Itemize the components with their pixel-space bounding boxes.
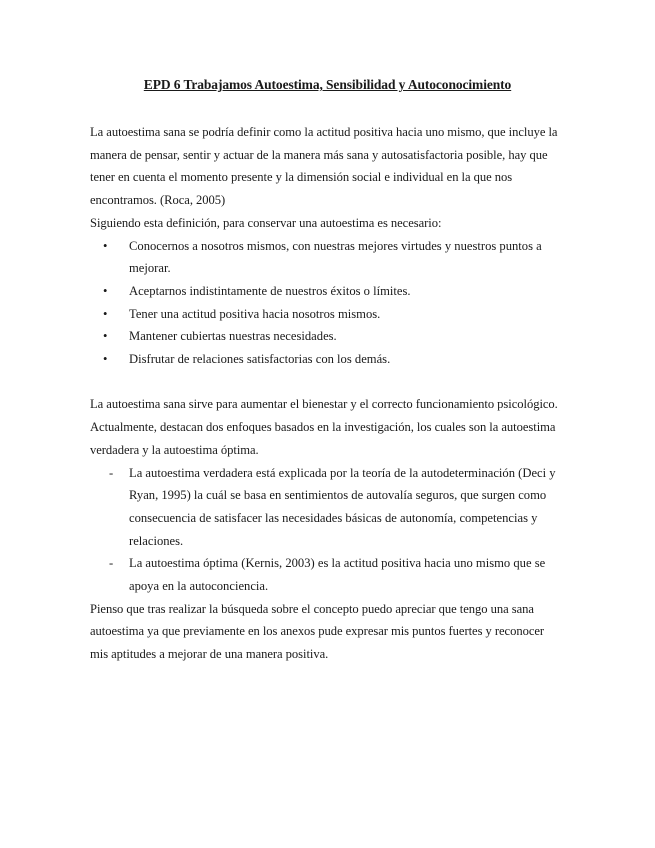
dash-text: La autoestima verdadera está explicada por la teoría de la autodeterminación (Deci y Ryan, 1995) la cuál se basa en sentimientos de autovalía seguros, que surgen como consecuencia de satisfacer las necesidades básicas de autonomía, competencias y relaciones.	[129, 465, 556, 548]
bullet-marker: •	[103, 238, 108, 253]
paragraph-definition: La autoestima sana se podría definir como la actitud positiva hacia uno mismo, que incluye la manera de pensar, sentir y actuar de la manera más sana y autosatisfactoria posible, hay que tener en cuenta el momento presente y la dimensión social e individual en la que nos encontramos. (Roca, 2005)	[90, 125, 558, 208]
bullet-item	[90, 235, 565, 280]
dash-item	[90, 552, 565, 597]
paragraph-approaches: Actualmente, destacan dos enfoques basados en la investigación, los cuales son la autoestima verdadera y la autoestima óptima.	[90, 420, 556, 457]
bullet-marker: •	[103, 306, 108, 321]
bullet-item	[90, 303, 565, 326]
bullet-text: Tener una actitud positiva hacia nosotros mismos.	[129, 306, 381, 321]
dash-marker: -	[109, 465, 114, 480]
paragraph-benefits: La autoestima sana sirve para aumentar el bienestar y el correcto funcionamiento psicológico.	[90, 397, 558, 412]
dash-item	[90, 462, 565, 553]
dash-marker: -	[109, 556, 114, 571]
bullet-item	[90, 348, 565, 371]
dash-text: La autoestima óptima (Kernis, 2003) es la actitud positiva hacia uno mismo que se apoya en la autoconciencia.	[129, 556, 546, 594]
bullet-text: Aceptarnos indistintamente de nuestros éxitos o límites.	[129, 283, 411, 298]
bullet-marker: •	[103, 329, 108, 344]
dash-list	[90, 462, 565, 598]
document-title: EPD 6 Trabajamos Autoestima, Sensibilidad y Autoconocimiento	[143, 77, 512, 92]
bullet-marker: •	[103, 352, 108, 367]
bullet-text: Mantener cubiertas nuestras necesidades.	[129, 329, 337, 344]
bullet-text: Conocernos a nosotros mismos, con nuestras mejores virtudes y nuestros puntos a mejorar.	[129, 238, 542, 276]
paragraph-intro-list: Siguiendo esta definición, para conservar una autoestima es necesario:	[90, 215, 442, 230]
bullet-item	[90, 325, 565, 348]
paragraph-conclusion: Pienso que tras realizar la búsqueda sobre el concepto puedo apreciar que tengo una sana autoestima ya que previamente en los anexos pude expresar mis puntos fuertes y reconocer mis aptitudes a mejorar de una manera positiva.	[90, 601, 545, 662]
bullet-marker: •	[103, 283, 108, 298]
bullet-text: Disfrutar de relaciones satisfactorias con los demás.	[129, 352, 391, 367]
spacer	[90, 371, 565, 394]
bullet-list	[90, 235, 565, 371]
bullet-item	[90, 280, 565, 303]
